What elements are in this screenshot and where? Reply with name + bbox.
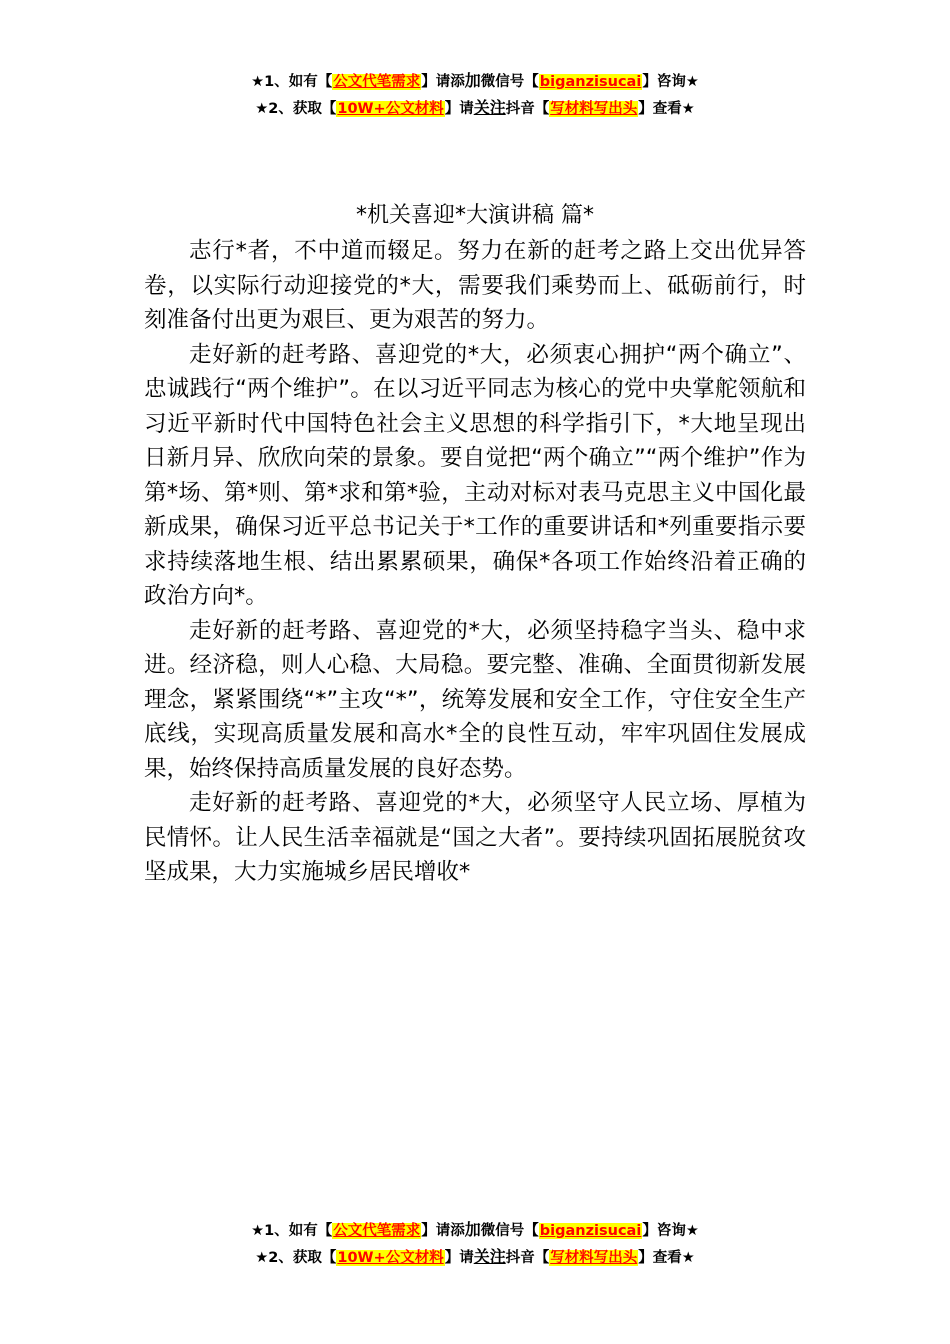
footer-banner [0,1217,950,1271]
banner-text: ★1、如有【 [251,1223,333,1239]
banner-text: 】请添 [421,74,465,90]
banner-emphasis: 加 [464,1220,481,1239]
document-body [144,234,806,890]
header-banner-line-2 [0,95,950,122]
banner-text: 微信号【 [480,74,539,90]
banner-text: 抖音【 [505,1250,550,1266]
footer-banner-line-2 [0,1244,950,1271]
banner-text: ★2、获取【 [255,1250,337,1266]
banner-text: 】请 [444,1250,474,1266]
banner-highlight: 10W+公文材料 [337,101,444,117]
banner-highlight: biganzisucai [539,74,642,90]
banner-text: 微信号【 [480,1223,539,1239]
banner-text: 】查看★ [638,1250,695,1266]
banner-highlight: 10W+公文材料 [337,1250,444,1266]
banner-text: 】请添 [421,1223,465,1239]
footer-banner-line-1 [0,1217,950,1244]
banner-highlight: 公文代笔需求 [333,74,421,90]
paragraph: 走好新的赶考路、喜迎党的*大，必须衷心拥护“两个确立”、忠诚践行“两个维护”。在以习近平同志为核心的党中央掌舵领航和习近平新时代中国特色社会主义思想的科学指引下，*大地呈现出日新月异、欣欣向荣的景象。要自觉把“两个确立”“两个维护”作为第*场、第*则、第*求和第*验，主动对标对表马克思主义中国化最新成果，确保习近平总书记关于*工作的重要讲话和*列重要指示要求持续落地生根、结出累累硕果，确保*各项工作始终沿着正确的政治方向*。 [144,341,806,609]
banner-emphasis: 关注 [473,1247,506,1266]
header-banner-line-1 [0,68,950,95]
banner-text: 】查看★ [638,101,695,117]
banner-text: 】咨询★ [642,74,699,90]
header-banner [0,68,950,122]
banner-text: 】请 [444,101,474,117]
paragraph: 走好新的赶考路、喜迎党的*大，必须坚持稳字当头、稳中求进。经济稳，则人心稳、大局稳。要完整、准确、全面贯彻新发展理念，紧紧围绕“*”主攻“*”，统筹发展和安全工作，守住安全生产底线，实现高质量发展和高水*全的良性互动，牢牢巩固住发展成果，始终保持高质量发展的良好态势。 [144,617,806,782]
paragraph: 志行*者，不中道而辍足。努力在新的赶考之路上交出优异答卷，以实际行动迎接党的*大，需要我们乘势而上、砥砺前行，时刻准备付出更为艰巨、更为艰苦的努力。 [144,238,806,333]
document-title: *机关喜迎*大演讲稿 篇* [356,203,594,228]
banner-emphasis: 加 [464,71,481,90]
banner-highlight: 写材料写出头 [550,1250,638,1266]
banner-text: ★1、如有【 [251,74,333,90]
banner-text: 】咨询★ [642,1223,699,1239]
banner-emphasis: 关注 [473,98,506,117]
banner-text: 抖音【 [505,101,550,117]
banner-highlight: biganzisucai [539,1223,642,1239]
banner-highlight: 公文代笔需求 [333,1223,421,1239]
paragraph: 走好新的赶考路、喜迎党的*大，必须坚守人民立场、厚植为民情怀。让人民生活幸福就是“国之大者”。要持续巩固拓展脱贫攻坚成果，大力实施城乡居民增收* [144,790,806,885]
banner-highlight: 写材料写出头 [550,101,638,117]
banner-text: ★2、获取【 [255,101,337,117]
